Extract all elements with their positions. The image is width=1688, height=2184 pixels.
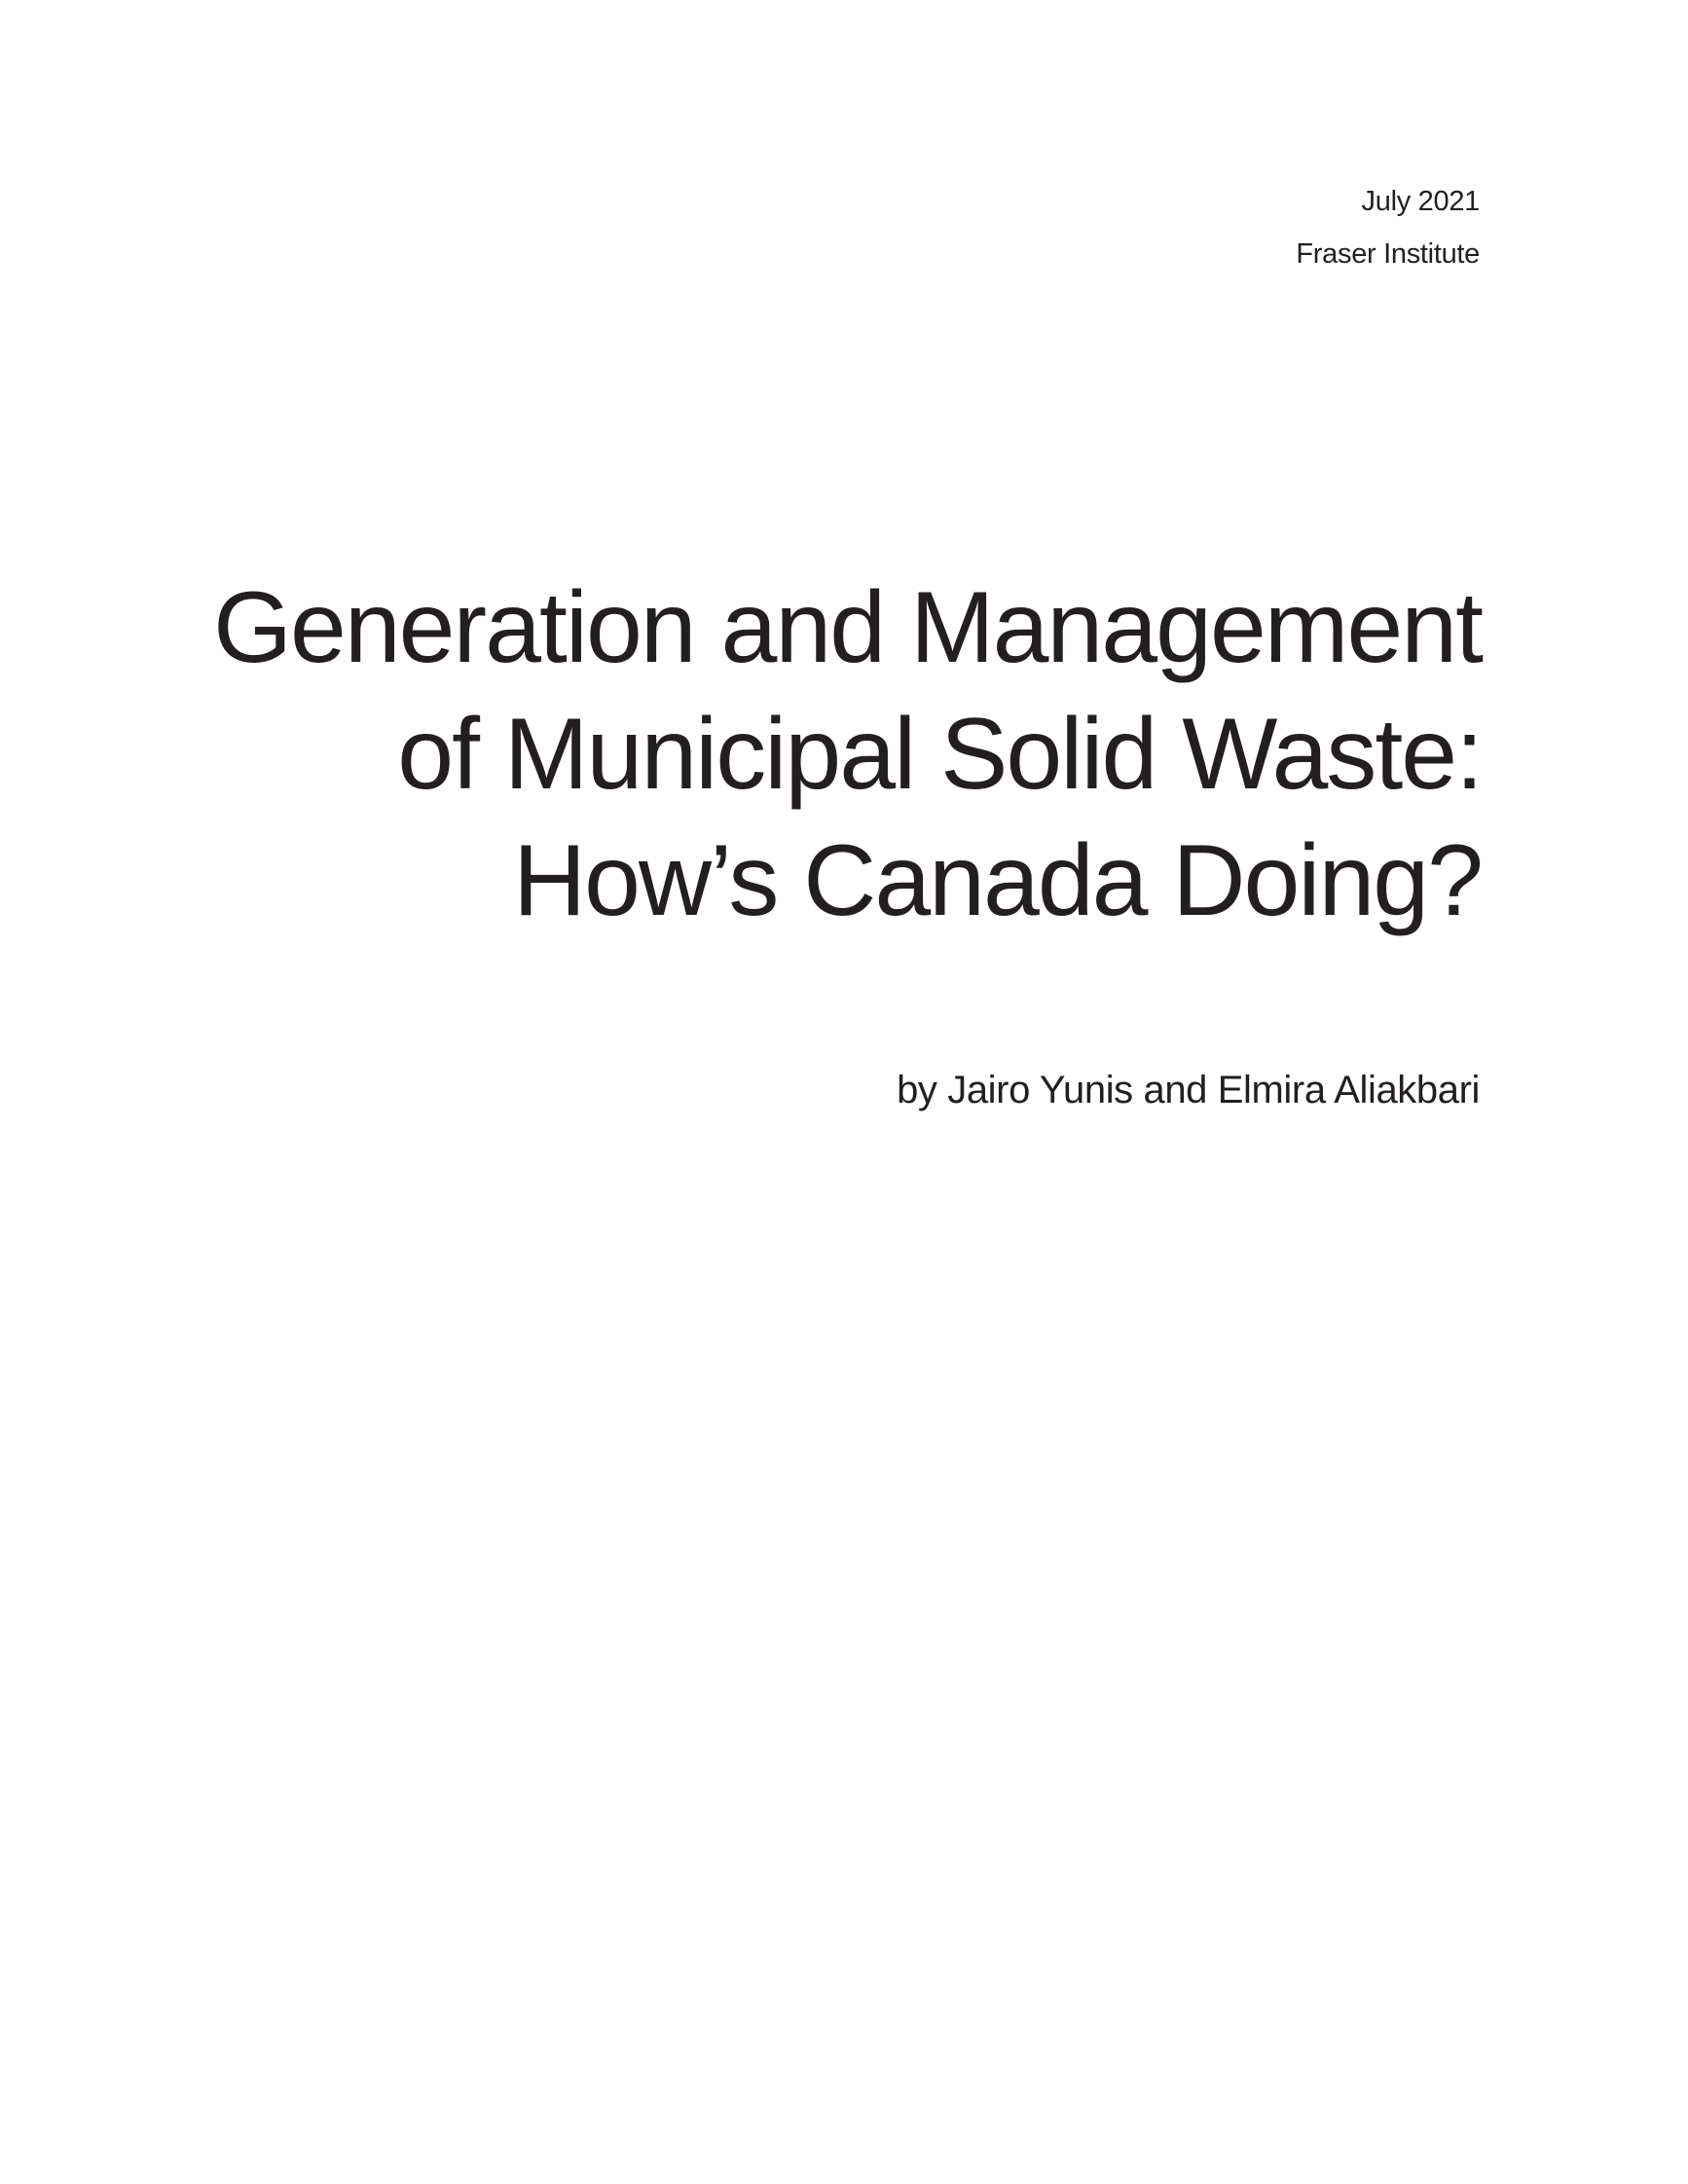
author-byline: by Jairo Yunis and Elmira Aliakbari	[897, 1069, 1480, 1111]
publication-meta	[1296, 175, 1480, 280]
title-line: Generation and Management	[213, 571, 1482, 684]
title-line: How’s Canada Doing?	[513, 824, 1482, 937]
title-line: of Municipal Solid Waste:	[397, 698, 1482, 811]
document-title	[213, 564, 1482, 944]
publication-date: July 2021	[1361, 186, 1480, 217]
publisher-name: Fraser Institute	[1296, 238, 1480, 270]
